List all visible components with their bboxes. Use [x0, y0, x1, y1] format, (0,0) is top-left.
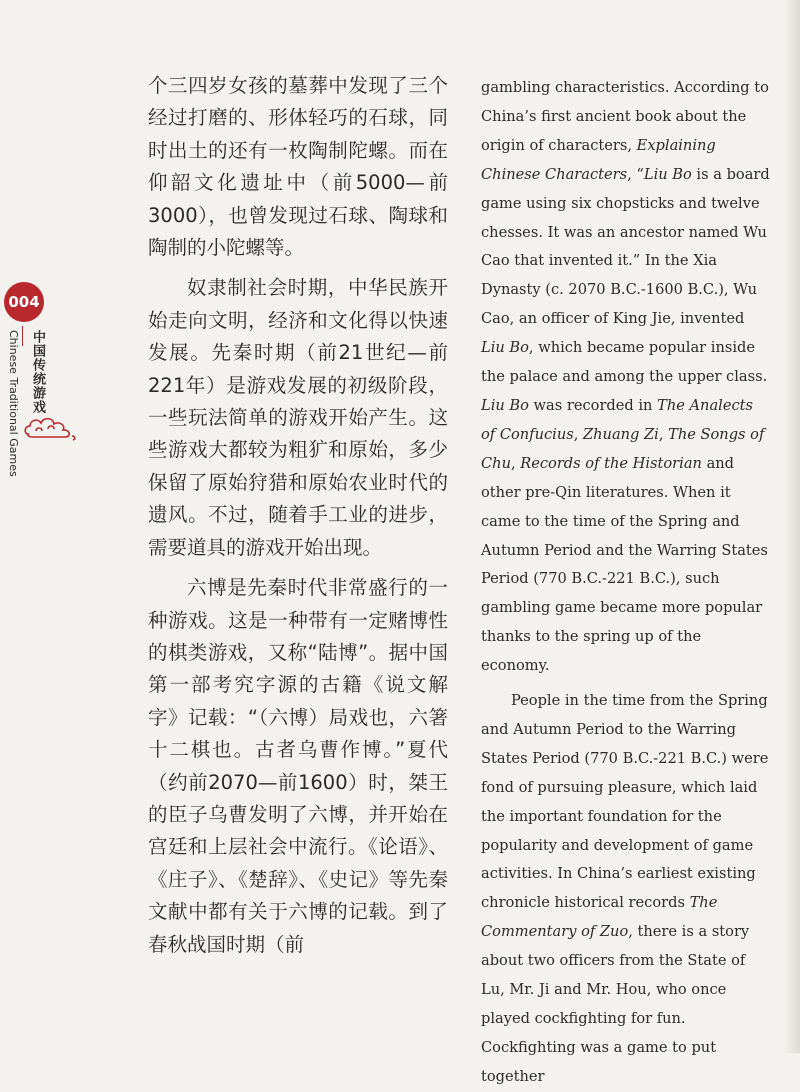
margin-divider [22, 326, 23, 346]
english-paragraph-2 [481, 687, 771, 1092]
text-run: , which became popular inside the palace and among the upper class. [481, 339, 768, 386]
text-run: , [573, 425, 583, 443]
text-run: , [658, 425, 669, 443]
text-run: and other pre-Qin literatures. When it came to the time of the Spring and Autumn Period and the Warring States Period (770 B.C.-221 B.C.), such gambling game became more popular thanks to the spring up of the economy. [481, 454, 768, 675]
book-title: Explaining Chinese Characters [481, 136, 716, 183]
text-run: , “ [627, 165, 644, 183]
text-run: was recorded in [528, 396, 658, 414]
text-run: is a board game using six chopsticks and twelve chesses. It was an ancestor named Wu Cao that invented it.” In the Xia Dynasty (c. 2070 B.C.-1600 B.C.), Wu Cao, an officer of King Jie, invented [481, 165, 770, 328]
text-run: , there is a story about two officers from the State of Lu, Mr. Ji and Mr. Hou, who once played cockfighting for fun. Cockfighting was a game to put together [481, 923, 750, 1085]
english-paragraph-1 [481, 74, 771, 681]
book-title: Zhuang Zi [583, 425, 659, 443]
chinese-text-column [148, 70, 448, 969]
game-name: Liu Bo [481, 396, 529, 414]
page-edge-shadow [784, 0, 800, 1053]
book-title: The Analects of Confucius [481, 396, 753, 443]
chinese-paragraph-1: 个三四岁女孩的墓葬中发现了三个经过打磨的、形体轻巧的石球，同时出土的还有一枚陶制陀螺。而在仰韶文化遗址中（前5000—前3000），也曾发现过石球、陶球和陶制的小陀螺等。 [148, 74, 448, 260]
page-number-badge: 004 [4, 282, 44, 322]
book-title: Records of the Historian [520, 454, 702, 472]
book-title: The Songs of Chu [481, 425, 765, 472]
game-name: Liu Bo [643, 165, 692, 183]
text-run: , [510, 454, 521, 472]
cloud-icon [22, 412, 78, 444]
text-run: People in the time from the Spring and Autumn Period to the Warring States Period (770 B.C.-221 B.C.) were fond of pursuing pleasure, which laid the important foundation for the popularity and development of game activities. In China’s earliest existing chronicle historical records [481, 692, 769, 912]
running-title-english: Chinese Traditional Games [7, 330, 20, 477]
running-title-chinese: 中国传统游戏 [30, 330, 45, 414]
english-text-column [481, 74, 771, 1092]
game-name: Liu Bo [481, 339, 529, 357]
chinese-paragraph-3: 六博是先秦时代非常盛行的一种游戏。这是一种带有一定赌博性的棋类游戏，又称“陆博”。据中国第一部考究字源的古籍《说文解字》记载：“（六博）局戏也，六箸十二棋也。古者乌曹作博。”夏代（约前2070—前1600）时，桀王的臣子乌曹发明了六博，并开始在宫廷和上层社会中流行。《论语》、《庄子》、《楚辞》、《史记》等先秦文献中都有关于六博的记载。到了春秋战国时期（前 [148, 576, 448, 956]
text-run: gambling characteristics. According to China’s first ancient book about the origin of characters, [481, 79, 769, 154]
book-title: The Commentary of Zuo [481, 894, 718, 941]
chinese-paragraph-2: 奴隶制社会时期，中华民族开始走向文明，经济和文化得以快速发展。先秦时期（前21世纪—前221年）是游戏发展的初级阶段，一些玩法简单的游戏开始产生。这些游戏大都较为粗犷和原始，多少保留了原始狩猎和原始农业时代的遗风。不过，随着手工业的进步，需要道具的游戏开始出现。 [148, 276, 448, 559]
